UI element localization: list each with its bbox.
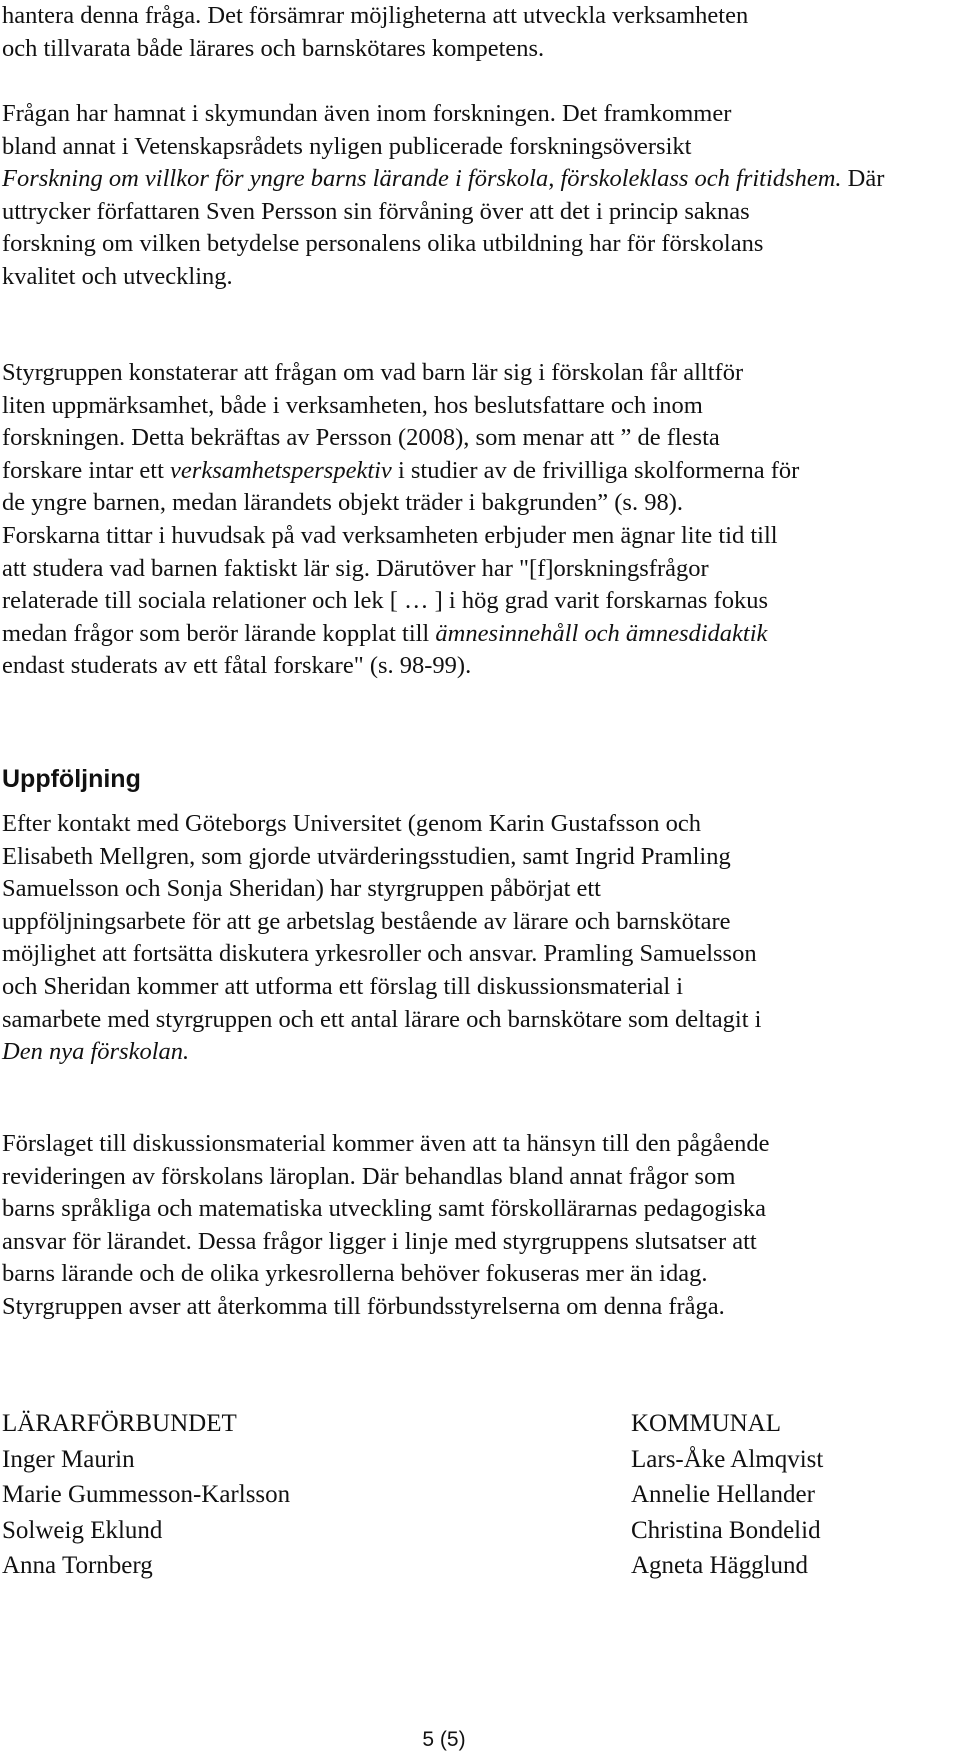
text-line: endast studerats av ett fåtal forskare" (s. 98-99). — [2, 652, 472, 680]
text-line — [2, 455, 958, 488]
text-line: kvalitet och utveckling. — [2, 262, 233, 290]
signature-block-left — [2, 1406, 290, 1584]
text-span: Där — [841, 165, 885, 193]
text-line: hantera denna fråga. Det försämrar möjligheterna att utveckla verksamheten — [2, 2, 749, 29]
text-line: Styrgruppen avser att återkomma till förbundsstyrelserna om denna fråga. — [2, 1292, 725, 1320]
text-line: forskning om vilken betydelse personalens olika utbildning har för förskolans — [2, 230, 764, 258]
italic-title: Forskning om villkor för yngre barns lärande i förskola, förskoleklass och fritidshem. — [2, 165, 842, 193]
paragraph-1 — [2, 0, 958, 65]
signature-name: Marie Gummesson-Karlsson — [2, 1481, 291, 1508]
paragraph-5 — [2, 1128, 958, 1324]
text-line — [2, 1036, 958, 1069]
text-line: Efter kontakt med Göteborgs Universitet (genom Karin Gustafsson och — [2, 810, 702, 837]
text-line: uppföljningsarbete för att ge arbetslag bestående av lärare och barnskötare — [2, 907, 731, 935]
text-line — [2, 618, 958, 651]
signature-name: Solweig Eklund — [2, 1516, 163, 1544]
paragraph-2 — [2, 98, 958, 294]
text-line: Styrgruppen konstaterar att frågan om vad barn lär sig i förskolan får alltför — [2, 359, 744, 386]
text-line: Forskarna tittar i huvudsak på vad verksamheten erbjuder men ägnar lite tid till — [2, 521, 778, 549]
section-heading: Uppföljning — [2, 765, 141, 793]
italic-title: Den nya förskolan. — [2, 1038, 190, 1066]
page-number: 5 (5) — [422, 1728, 466, 1751]
italic-term: verksamhetsperspektiv — [170, 456, 392, 484]
signature-name: Inger Maurin — [2, 1445, 135, 1473]
text-line: revideringen av förskolans läroplan. Där behandlas bland annat frågor som — [2, 1162, 736, 1190]
signature-name: Christina Bondelid — [631, 1516, 821, 1544]
text-line: relaterade till sociala relationer och lek [ … ] i hög grad varit forskarnas fokus — [2, 587, 769, 615]
text-line: Förslaget till diskussionsmaterial kommer även att ta hänsyn till den pågående — [2, 1130, 770, 1157]
text-line: möjlighet att fortsätta diskutera yrkesroller och ansvar. Pramling Samuelsson — [2, 940, 757, 968]
text-line: Frågan har hamnat i skymundan även inom forskningen. Det framkommer — [2, 100, 732, 127]
text-line — [2, 163, 958, 196]
text-line: Samuelsson och Sonja Sheridan) har styrgruppen påbörjat ett — [2, 875, 601, 903]
text-line: att studera vad barnen faktiskt lär sig. Därutöver har "[f]orskningsfrågor — [2, 554, 709, 582]
text-line: forskningen. Detta bekräftas av Persson (2008), som menar att ” de flesta — [2, 424, 720, 452]
signature-org: LÄRARFÖRBUNDET — [2, 1410, 237, 1437]
text-span: i studier av de frivilliga skolformerna för — [391, 456, 800, 484]
signature-name: Lars-Åke Almqvist — [631, 1445, 824, 1473]
text-span: forskare intar ett — [2, 456, 171, 484]
signature-name: Anna Tornberg — [2, 1552, 153, 1579]
signature-org: KOMMUNAL — [631, 1410, 781, 1437]
text-line: de yngre barnen, medan lärandets objekt träder i bakgrunden” (s. 98). — [2, 489, 683, 517]
text-line: Elisabeth Mellgren, som gjorde utvärderingsstudien, samt Ingrid Pramling — [2, 842, 731, 870]
text-line: barns språkliga och matematiska utveckling samt förskollärarnas pedagogiska — [2, 1195, 767, 1223]
text-line: liten uppmärksamhet, både i verksamheten, hos beslutsfattare och inom — [2, 391, 703, 419]
text-line: uttrycker författaren Sven Persson sin förvåning över att det i princip saknas — [2, 197, 750, 225]
text-line: och tillvarata både lärares och barnskötares kompetens. — [2, 34, 545, 62]
text-line: samarbete med styrgruppen och ett antal lärare och barnskötare som deltagit i — [2, 1005, 762, 1033]
italic-term: ämnesinnehåll och ämnesdidaktik — [435, 619, 768, 647]
signature-block-right — [631, 1406, 823, 1584]
text-line: och Sheridan kommer att utforma ett förslag till diskussionsmaterial i — [2, 972, 684, 1000]
signature-name: Agneta Hägglund — [631, 1552, 809, 1579]
text-span: medan frågor som berör lärande kopplat till — [2, 619, 436, 647]
paragraph-4 — [2, 808, 958, 1069]
text-line: ansvar för lärandet. Dessa frågor ligger i linje med styrgruppens slutsatser att — [2, 1227, 757, 1255]
text-line: bland annat i Vetenskapsrådets nyligen publicerade forskningsöversikt — [2, 132, 692, 160]
paragraph-3 — [2, 357, 958, 683]
text-line: barns lärande och de olika yrkesrollerna behöver fokuseras mer än idag. — [2, 1260, 708, 1288]
signature-name: Annelie Hellander — [631, 1481, 815, 1508]
